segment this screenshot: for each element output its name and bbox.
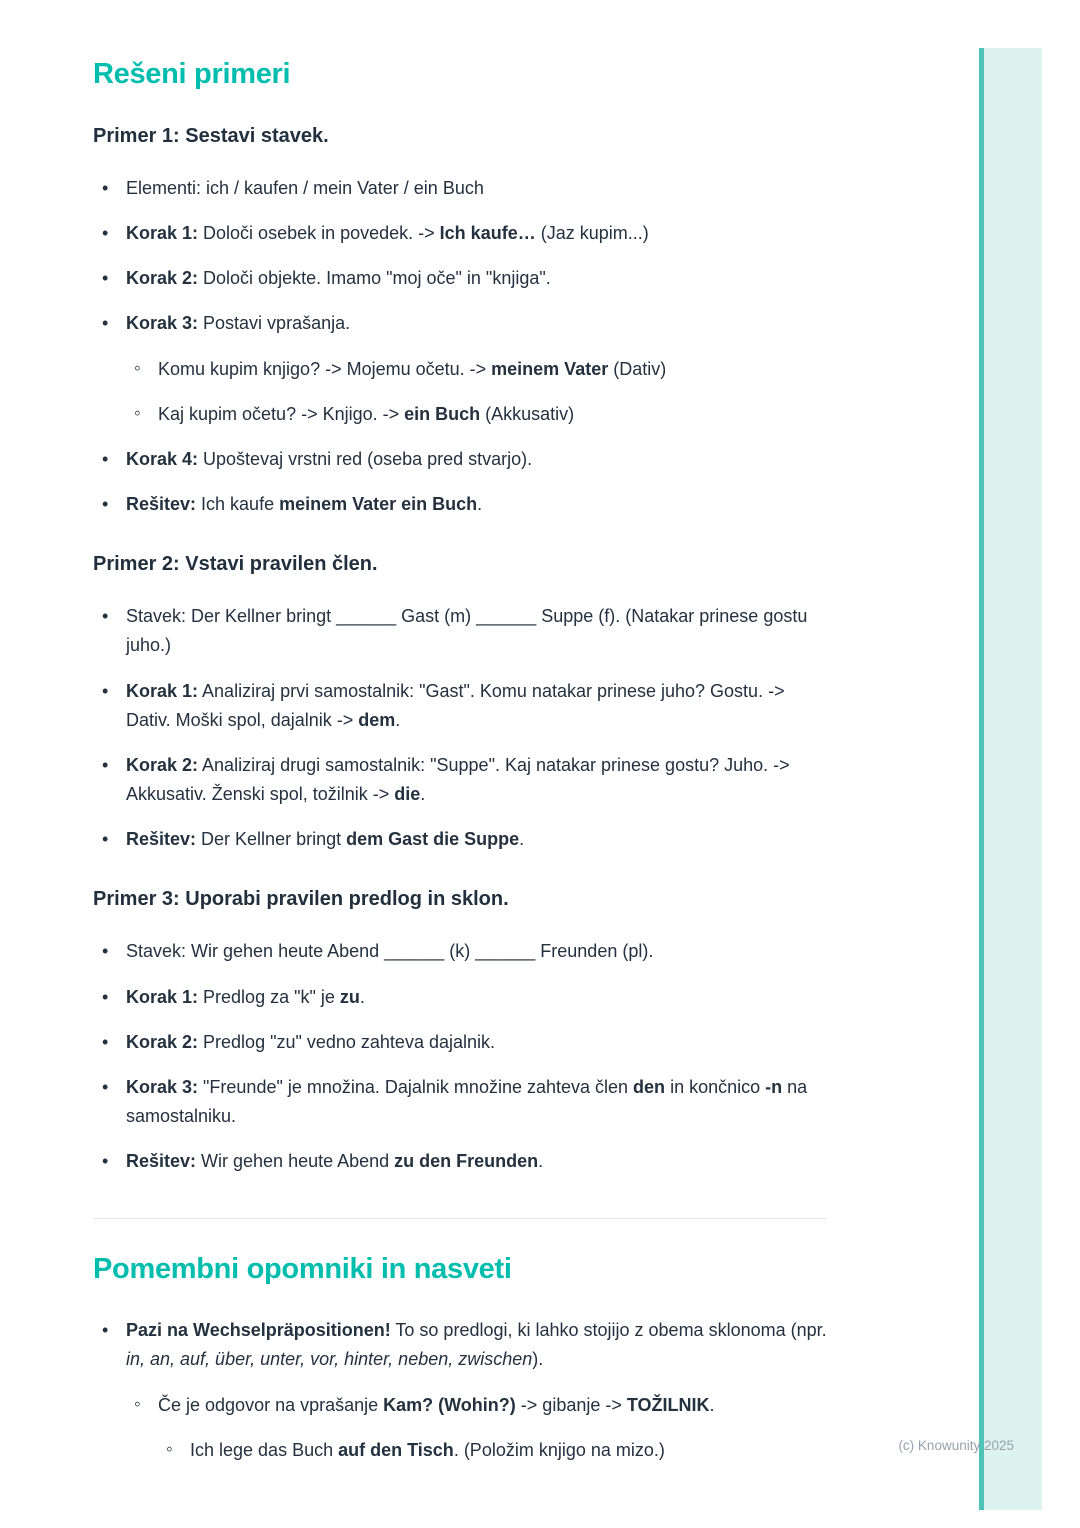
list-item xyxy=(93,602,827,660)
list-item xyxy=(93,309,827,338)
list-item-text: Elementi: ich / kaufen / mein Vater / ein Buch xyxy=(126,178,484,198)
list-item-text: Rešitev: Der Kellner bringt dem Gast die Suppe. xyxy=(126,829,525,850)
decorative-side-stripe xyxy=(979,48,1042,1510)
disc-bullet-icon: • xyxy=(102,1031,109,1052)
list-item xyxy=(93,264,827,293)
disc-bullet-icon: • xyxy=(102,829,109,850)
bullet-list xyxy=(93,937,827,1176)
circle-bullet-icon: ◦ xyxy=(134,1393,141,1415)
list-item xyxy=(125,400,827,429)
list-item-text: Pazi na Wechselpräpositionen! To so predlogi, ki lahko stojijo z obema sklonoma (npr. in, an, auf, über, unter, vor, hinter, neben, zwischen). xyxy=(126,1320,827,1370)
list-item xyxy=(93,937,827,966)
section-title: Rešeni primeri xyxy=(93,58,291,90)
list-item-text: Korak 4: Upoštevaj vrstni red (oseba pred stvarjo). xyxy=(126,448,533,469)
document-content xyxy=(93,48,827,1481)
bullet-list xyxy=(93,174,827,519)
list-item xyxy=(93,677,827,735)
list-item xyxy=(125,1391,827,1420)
circle-bullet-icon: ◦ xyxy=(166,1438,173,1460)
bullet-list xyxy=(93,1316,827,1465)
list-item-text: Komu kupim knjigo? -> Mojemu očetu. -> meinem Vater (Dativ) xyxy=(158,358,667,379)
list-item xyxy=(125,355,827,384)
circle-bullet-icon: ◦ xyxy=(134,402,141,424)
list-item xyxy=(157,1436,827,1465)
list-item xyxy=(93,1073,827,1131)
example-heading: Primer 3: Uporabi pravilen predlog in sklon. xyxy=(93,888,509,911)
disc-bullet-icon: • xyxy=(102,494,109,515)
list-item xyxy=(93,1147,827,1176)
list-item xyxy=(93,1028,827,1057)
list-item xyxy=(93,219,827,248)
list-item xyxy=(93,983,827,1012)
example-heading: Primer 2: Vstavi pravilen člen. xyxy=(93,553,378,576)
disc-bullet-icon: • xyxy=(102,1076,109,1097)
list-item-text: Ich lege das Buch auf den Tisch. (Položim knjigo na mizo.) xyxy=(190,1439,665,1460)
disc-bullet-icon: • xyxy=(102,268,109,289)
disc-bullet-icon: • xyxy=(102,223,109,244)
disc-bullet-icon: • xyxy=(102,986,109,1007)
list-item xyxy=(93,445,827,474)
disc-bullet-icon: • xyxy=(102,1320,109,1341)
disc-bullet-icon: • xyxy=(102,448,109,469)
list-item xyxy=(93,1316,827,1374)
list-item xyxy=(93,174,827,203)
list-item xyxy=(93,751,827,809)
section-title: Pomembni opomniki in nasveti xyxy=(93,1253,512,1286)
list-item-text: Rešitev: Ich kaufe meinem Vater ein Buch. xyxy=(126,494,483,515)
bullet-list xyxy=(93,602,827,854)
disc-bullet-icon: • xyxy=(102,606,109,627)
example-heading: Primer 1: Sestavi stavek. xyxy=(93,125,329,147)
list-item-text: Korak 3: "Freunde" je množina. Dajalnik množine zahteva člen den in končnico -n na samostalniku. xyxy=(126,1076,808,1126)
list-item-text: Stavek: Wir gehen heute Abend ______ (k) ______ Freunden (pl). xyxy=(126,941,654,962)
disc-bullet-icon: • xyxy=(102,313,109,334)
list-item-text: Korak 2: Analiziraj drugi samostalnik: "Suppe". Kaj natakar prinese gostu? Juho. -> Akkusativ. Ženski spol, tožilnik -> die. xyxy=(126,754,790,805)
circle-bullet-icon: ◦ xyxy=(134,357,141,379)
list-item-text: Korak 1: Analiziraj prvi samostalnik: "Gast". Komu natakar prinese juho? Gostu. -> Dativ. Moški spol, dajalnik -> dem. xyxy=(126,680,785,730)
list-item-text: Korak 2: Določi objekte. Imamo "moj oče" in "knjiga". xyxy=(126,268,551,289)
disc-bullet-icon: • xyxy=(102,680,109,701)
list-item-text: Rešitev: Wir gehen heute Abend zu den Freunden. xyxy=(126,1151,544,1172)
list-item-text: Korak 3: Postavi vprašanja. xyxy=(126,313,351,334)
list-item-text: Korak 2: Predlog "zu" vedno zahteva dajalnik. xyxy=(126,1031,495,1052)
disc-bullet-icon: • xyxy=(102,178,109,198)
list-item xyxy=(93,825,827,854)
list-item-text: Korak 1: Določi osebek in povedek. -> Ich kaufe… (Jaz kupim...) xyxy=(126,223,649,244)
disc-bullet-icon: • xyxy=(102,941,109,962)
list-item-text: Kaj kupim očetu? -> Knjigo. -> ein Buch (Akkusativ) xyxy=(158,403,575,424)
section-divider xyxy=(93,1218,827,1219)
list-item-text: Stavek: Der Kellner bringt ______ Gast (m) ______ Suppe (f). (Natakar prinese gostu juho.) xyxy=(126,606,808,656)
list-item-text: Korak 1: Predlog za "k" je zu. xyxy=(126,986,365,1007)
copyright-footer: (c) Knowunity 2025 xyxy=(898,1438,1014,1453)
list-item xyxy=(93,490,827,519)
list-item-text: Če je odgovor na vprašanje Kam? (Wohin?) -> gibanje -> TOŽILNIK. xyxy=(158,1394,715,1415)
disc-bullet-icon: • xyxy=(102,754,109,775)
disc-bullet-icon: • xyxy=(102,1151,109,1172)
